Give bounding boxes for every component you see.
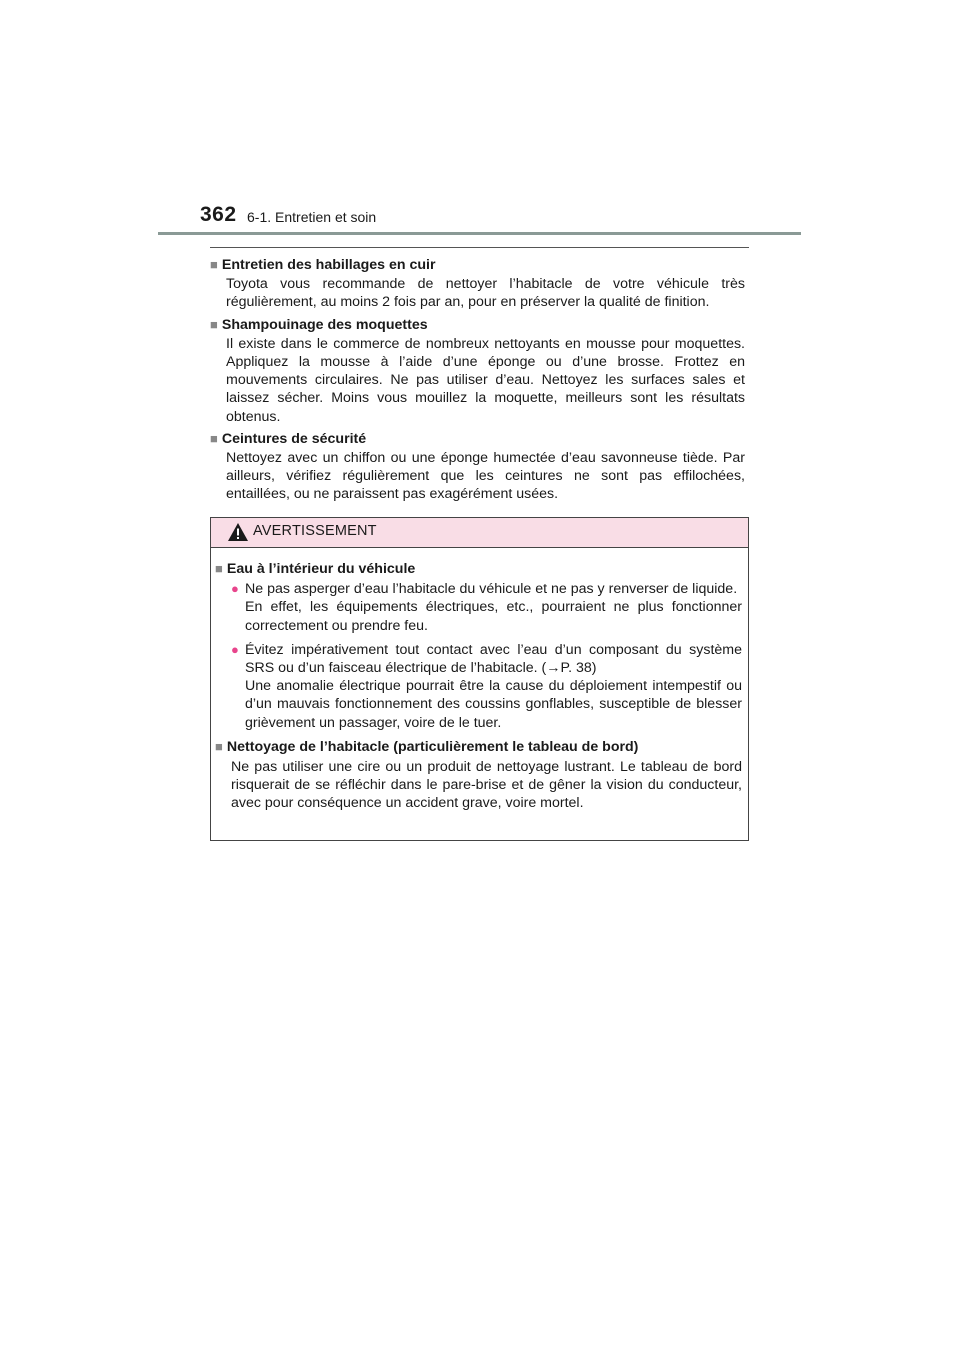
warning-heading: Eau à l’intérieur du véhicule: [226, 561, 416, 577]
bullet-line: Une anomalie électrique pourrait être la cause du déploiement intempestif ou d’un mauvais fonctionnement des coussins gonflables, susceptible de blesser grièvement un passager, voire de le tuer.: [245, 678, 742, 731]
square-bullet-icon: ■: [210, 257, 218, 272]
section-heading: Shampouinage des moquettes: [221, 316, 428, 333]
warning-bullet: [231, 580, 742, 635]
section-text: Toyota vous recommande de nettoyer l’habitacle de votre véhicule très régulièrement, au moins 2 fois par an, pour en préserver la qualité de finition.: [226, 276, 745, 311]
page-number: 362: [200, 203, 237, 226]
header-rule: [158, 232, 801, 235]
section-heading: Ceintures de sécurité: [221, 430, 367, 447]
warning-heading: Nettoyage de l’habitacle (particulièrement le tableau de bord): [226, 738, 639, 755]
square-bullet-icon: ■: [215, 738, 223, 754]
warning-header: [211, 518, 748, 548]
content-top-rule: [210, 247, 749, 248]
section-seat-belts: [210, 430, 745, 504]
warning-triangle-icon: [227, 522, 249, 542]
warning-label: AVERTISSEMENT: [253, 523, 377, 539]
warning-bullet: [231, 641, 742, 732]
section-heading: Entretien des habillages en cuir: [221, 257, 436, 273]
section-leather-care: [210, 256, 745, 312]
section-carpet-shampoo: [210, 316, 745, 426]
bullet-line: Évitez impérativement tout contact avec l’eau d’un composant du système SRS ou d’un faisceau électrique de l’habitacle. (→P. 38): [245, 641, 742, 677]
warning-body: [211, 548, 748, 813]
circle-bullet-icon: ●: [231, 641, 239, 657]
section-title: 6-1. Entretien et soin: [247, 209, 377, 225]
bullet-line: Ne pas asperger d’eau l’habitacle du véhicule et ne pas y renverser de liquide.: [245, 581, 738, 598]
section-text: Il existe dans le commerce de nombreux nettoyants en mousse pour moquettes. Appliquez la mousse à l’aide d’une éponge ou d’une brosse. Frottez en mouvements circulaires. Ne pas utiliser d’eau. Nettoyez les surfaces sales et laissez sécher. Moins vous mouillez la moquette, meilleurs sont les résultats obtenus.: [226, 335, 745, 425]
main-content: [210, 256, 745, 508]
warning-box: [210, 517, 749, 841]
square-bullet-icon: ■: [215, 561, 223, 576]
warning-text: Ne pas utiliser une cire ou un produit de nettoyage lustrant. Le tableau de bord risquerait de se réfléchir dans le pare-brise et de gêner la vision du conducteur, avec pour conséquence un accident grave, voire mortel.: [231, 759, 742, 812]
square-bullet-icon: ■: [210, 430, 218, 446]
square-bullet-icon: ■: [210, 316, 218, 332]
circle-bullet-icon: ●: [231, 581, 239, 597]
section-text: Nettoyez avec un chiffon ou une éponge humectée d’eau savonneuse tiède. Par ailleurs, vérifiez régulièrement que les ceintures ne sont pas effilochées, entaillées, ou ne paraissent pas exagérément usées.: [226, 450, 745, 503]
bullet-line: En effet, les équipements électriques, etc., pourraient ne plus fonctionner correctement ou prendre feu.: [245, 599, 742, 634]
